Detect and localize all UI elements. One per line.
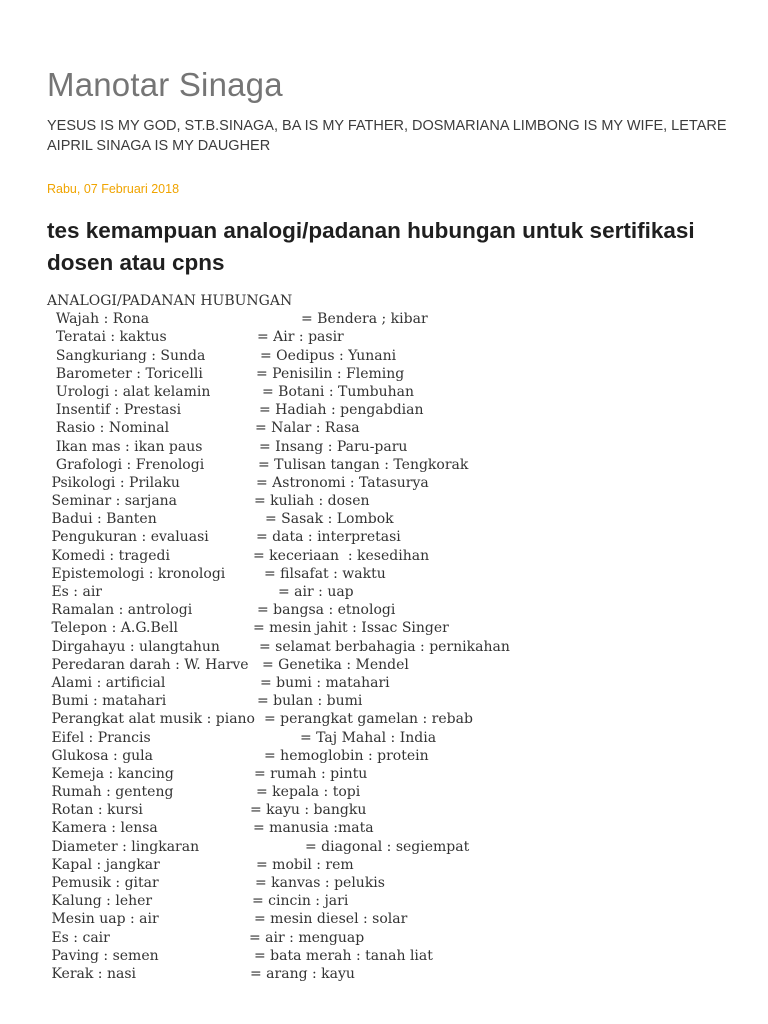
analogy-row <box>47 819 374 837</box>
analogy-left: Paving : semen <box>47 947 159 964</box>
analogy-right: = mesin jahit : Issac Singer <box>253 620 449 637</box>
analogy-right: = perangkat gamelan : rebab <box>264 711 473 728</box>
analogy-row <box>47 528 401 546</box>
analogy-left: Eifel : Prancis <box>47 729 151 746</box>
analogy-left: Komedi : tragedi <box>47 547 170 564</box>
analogy-left: Insentif : Prestasi <box>47 402 182 419</box>
analogy-left: Wajah : Rona <box>47 311 150 328</box>
analogy-row <box>47 474 429 492</box>
analogy-left: Dirgahayu : ulangtahun <box>47 638 220 655</box>
analogy-right: = Hadiah : pengabdian <box>259 402 424 419</box>
analogy-right: = bulan : bumi <box>257 693 363 710</box>
analogy-left: Kamera : lensa <box>47 820 158 837</box>
analogy-left: Ikan mas : ikan paus <box>47 438 203 455</box>
analogy-right: = diagonal : segiempat <box>305 838 470 855</box>
content-heading-text: ANALOGI/PADANAN HUBUNGAN <box>47 293 293 309</box>
analogy-row <box>47 692 363 710</box>
analogy-row <box>47 383 414 401</box>
analogy-right: = bata merah : tanah liat <box>254 947 433 964</box>
analogy-right: = Sasak : Lombok <box>265 511 394 528</box>
analogy-right: = filsafat : waktu <box>264 565 386 582</box>
analogy-right: = bumi : matahari <box>260 674 390 691</box>
analogy-row <box>47 710 473 728</box>
analogy-left: Bumi : matahari <box>47 693 167 710</box>
analogy-row <box>47 583 354 601</box>
analogy-left: Seminar : sarjana <box>47 493 178 510</box>
analogy-right: = Genetika : Mendel <box>262 656 409 673</box>
analogy-row <box>47 910 408 928</box>
analogy-left: Epistemologi : kronologi <box>47 565 226 582</box>
analogy-row <box>47 856 354 874</box>
analogy-right: = mobil : rem <box>256 856 354 873</box>
analogy-left: Kerak : nasi <box>47 965 136 982</box>
analogy-right: = Tulisan tangan : Tengkorak <box>258 456 469 473</box>
analogy-left: Kapal : jangkar <box>47 856 160 873</box>
analogy-list <box>47 310 510 983</box>
analogy-row <box>47 783 361 801</box>
analogy-row <box>47 929 365 947</box>
analogy-left: Rasio : Nominal <box>47 420 170 437</box>
analogy-row <box>47 365 405 383</box>
analogy-left: Ramalan : antrologi <box>47 602 193 619</box>
analogy-row <box>47 401 424 419</box>
analogy-row <box>47 419 360 437</box>
analogy-right: = Botani : Tumbuhan <box>262 383 414 400</box>
analogy-right: = air : uap <box>278 584 354 600</box>
analogy-right: = selamat berbahagia : pernikahan <box>259 638 510 655</box>
analogy-row <box>47 547 430 565</box>
analogy-left: Es : cair <box>47 929 110 946</box>
analogy-row <box>47 601 396 619</box>
analogy-right: = keceriaan : kesedihan <box>253 547 430 564</box>
analogy-right: = Oedipus : Yunani <box>260 347 397 364</box>
analogy-right: = rumah : pintu <box>254 765 368 782</box>
analogy-right: = Nalar : Rasa <box>255 420 360 437</box>
analogy-right: = data : interpretasi <box>256 529 401 546</box>
analogy-row <box>47 310 428 328</box>
analogy-right: = bangsa : etnologi <box>257 602 396 619</box>
analogy-row <box>47 892 349 910</box>
analogy-left: Rumah : genteng <box>47 784 174 801</box>
analogy-row <box>47 765 368 783</box>
analogy-row <box>47 729 437 747</box>
analogy-left: Pemusik : gitar <box>47 875 159 891</box>
analogy-right: = manusia :mata <box>253 820 374 837</box>
analogy-left: Grafologi : Frenologi <box>47 456 205 473</box>
analogy-row <box>47 510 394 528</box>
analogy-row <box>47 347 397 365</box>
analogy-row <box>47 638 510 656</box>
analogy-row <box>47 328 344 346</box>
blog-description: YESUS IS MY GOD, ST.B.SINAGA, BA IS MY FATHER, DOSMARIANA LIMBONG IS MY WIFE, LETARE AIPRIL SINAGA IS MY DAUGHER <box>47 118 727 154</box>
analogy-row <box>47 656 409 674</box>
analogy-left: Es : air <box>47 584 102 600</box>
analogy-row <box>47 747 429 765</box>
content-heading <box>47 292 293 310</box>
analogy-row <box>47 456 469 474</box>
analogy-row <box>47 965 355 983</box>
analogy-row <box>47 619 449 637</box>
post-title[interactable]: tes kemampuan analogi/padanan hubungan untuk sertifikasi dosen atau cpns <box>47 218 695 275</box>
analogy-right: = cincin : jari <box>252 893 349 910</box>
analogy-right: = Bendera ; kibar <box>301 311 428 328</box>
analogy-left: Peredaran darah : W. Harve <box>47 656 249 673</box>
analogy-right: = mesin diesel : solar <box>254 911 408 928</box>
analogy-left: Kemeja : kancing <box>47 765 174 782</box>
analogy-right: = arang : kayu <box>250 965 355 982</box>
analogy-left: Rotan : kursi <box>47 802 143 819</box>
analogy-row <box>47 438 408 456</box>
analogy-right: = Taj Mahal : India <box>300 729 437 746</box>
analogy-left: Alami : artificial <box>47 674 166 691</box>
analogy-row <box>47 838 470 856</box>
analogy-left: Telepon : A.G.Bell <box>47 620 178 637</box>
analogy-right: = kanvas : pelukis <box>255 875 385 891</box>
analogy-right: = Astronomi : Tatasurya <box>256 474 429 491</box>
analogy-row <box>47 674 390 692</box>
analogy-row <box>47 874 385 892</box>
analogy-right: = Air : pasir <box>257 329 344 346</box>
analogy-left: Urologi : alat kelamin <box>47 383 211 400</box>
analogy-left: Diameter : lingkaran <box>47 838 200 855</box>
post-body <box>47 292 510 983</box>
analogy-left: Glukosa : gula <box>47 747 153 764</box>
analogy-row <box>47 947 433 965</box>
analogy-left: Kalung : leher <box>47 893 153 910</box>
analogy-left: Perangkat alat musik : piano <box>47 711 255 728</box>
analogy-left: Badui : Banten <box>47 511 157 528</box>
analogy-right: = kuliah : dosen <box>254 493 370 510</box>
analogy-right: = Penisilin : Fleming <box>256 365 405 382</box>
analogy-left: Psikologi : Prilaku <box>47 474 180 491</box>
analogy-right: = hemoglobin : protein <box>264 747 429 764</box>
post-date: Rabu, 07 Februari 2018 <box>47 182 180 196</box>
analogy-left: Pengukuran : evaluasi <box>47 529 209 546</box>
analogy-left: Teratai : kaktus <box>47 329 167 346</box>
blog-title[interactable]: Manotar Sinaga <box>47 66 283 103</box>
analogy-left: Mesin uap : air <box>47 911 159 928</box>
analogy-row <box>47 492 370 510</box>
analogy-left: Sangkuriang : Sunda <box>47 347 206 364</box>
analogy-left: Barometer : Toricelli <box>47 365 203 382</box>
analogy-right: = air : menguap <box>249 929 365 946</box>
analogy-right: = Insang : Paru-paru <box>259 438 408 455</box>
analogy-right: = kayu : bangku <box>250 802 367 819</box>
analogy-row <box>47 801 367 819</box>
analogy-right: = kepala : topi <box>256 784 361 801</box>
analogy-row <box>47 565 386 583</box>
